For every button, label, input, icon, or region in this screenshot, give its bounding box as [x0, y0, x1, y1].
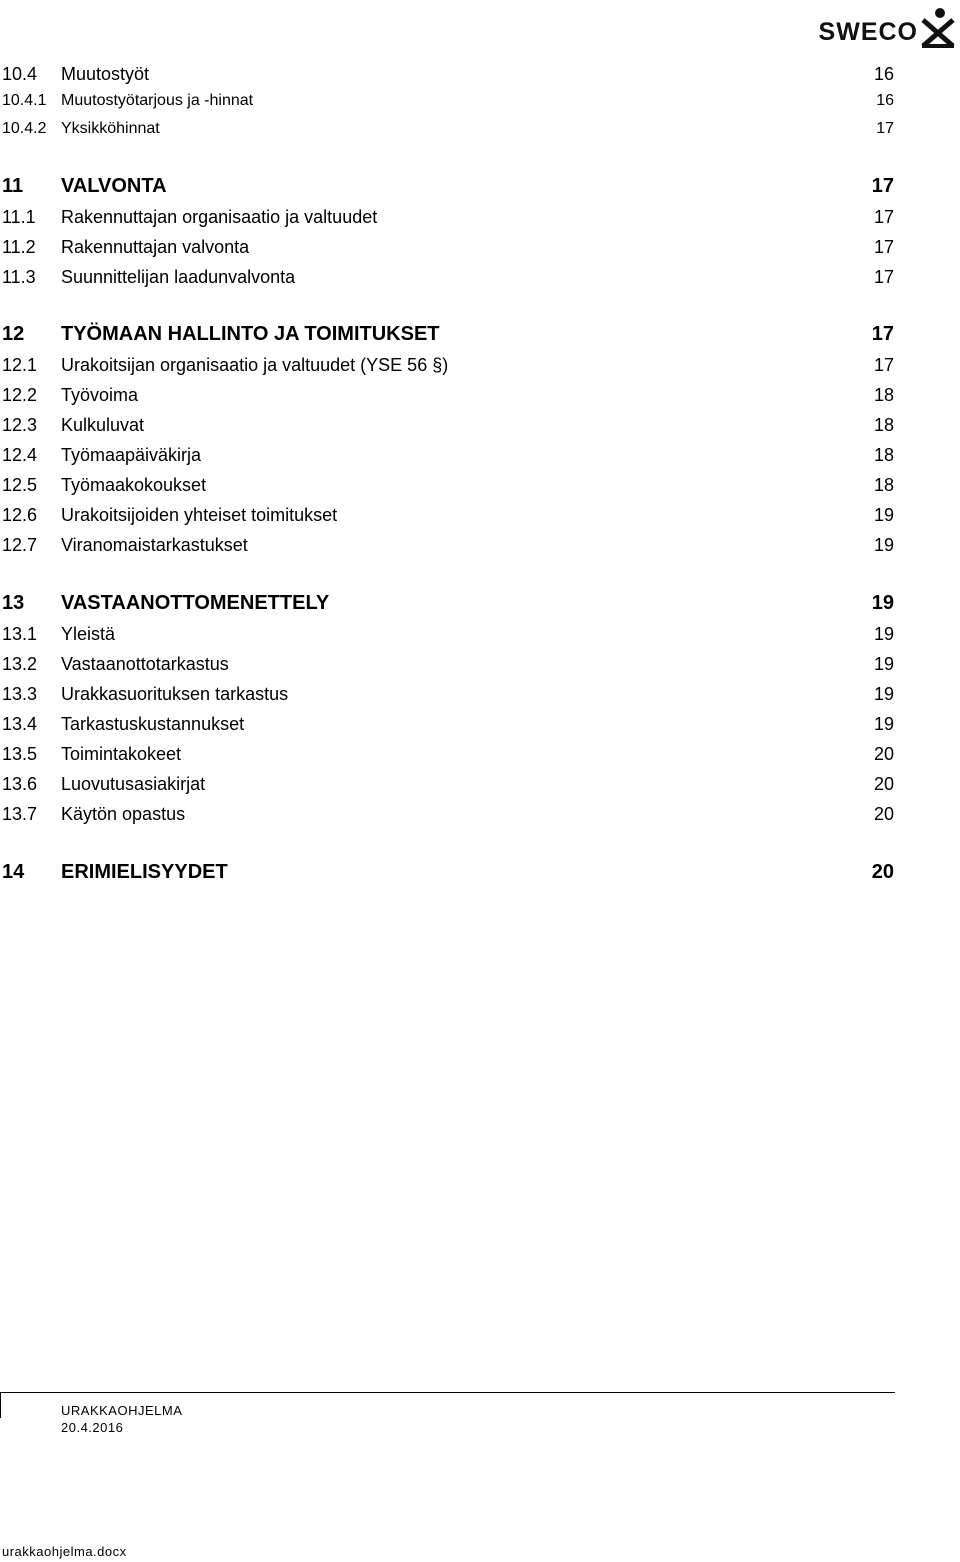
toc-entry: [0, 624, 960, 648]
toc-page: 18: [873, 445, 894, 465]
toc-title: Vastaanottotarkastus: [61, 654, 229, 674]
toc-entry: [0, 237, 960, 261]
toc-entry: [0, 120, 960, 144]
toc-num: 10.4.1: [2, 92, 47, 109]
toc-title: Yksikköhinnat: [61, 120, 160, 137]
toc-entry: [0, 355, 960, 379]
toc-entry: [0, 714, 960, 738]
toc-num: 13.2: [2, 654, 38, 674]
toc-entry: [0, 592, 960, 616]
toc-title: Luovutusasiakirjat: [61, 774, 206, 794]
toc-num: 13.3: [2, 684, 38, 704]
toc-page: 20: [873, 804, 894, 824]
toc-title: Työmaapäiväkirja: [61, 445, 202, 465]
toc-page: 18: [873, 415, 894, 435]
toc-title: Rakennuttajan organisaatio ja valtuudet: [61, 207, 378, 227]
toc-title: Urakkasuorituksen tarkastus: [61, 684, 289, 704]
footer-date: 20.4.2016: [61, 1420, 124, 1435]
toc-title: Tarkastuskustannukset: [61, 714, 245, 734]
toc-num: 12.2: [2, 385, 38, 405]
toc-entry: [0, 475, 960, 499]
toc-title: Toimintakokeet: [61, 744, 182, 764]
toc-entry: [0, 385, 960, 409]
footer-divider: [0, 1392, 895, 1393]
toc-title: Käytön opastus: [61, 804, 186, 824]
toc-page: 17: [873, 355, 894, 375]
toc-page: 19: [873, 684, 894, 704]
toc-page: 20: [871, 861, 894, 883]
toc-num: 13.7: [2, 804, 38, 824]
toc-title: Kulkuluvat: [61, 415, 145, 435]
toc-num: 11.2: [2, 237, 36, 257]
toc-num: 12.7: [2, 535, 38, 555]
toc-num: 13.4: [2, 714, 38, 734]
sweco-logo: [819, 6, 956, 48]
toc-num: 11.1: [2, 207, 36, 227]
toc-title: ERIMIELISYYDET: [61, 861, 228, 883]
toc-num: 12.6: [2, 505, 38, 525]
toc-num: 13.5: [2, 744, 38, 764]
toc-page: 16: [873, 64, 894, 84]
toc-num: 11: [2, 175, 24, 197]
toc-title: Muutostyötarjous ja -hinnat: [61, 92, 254, 109]
toc-num: 12: [2, 323, 25, 345]
toc-entry: [0, 684, 960, 708]
toc-entry: [0, 804, 960, 828]
toc-entry: [0, 654, 960, 678]
toc-title: Urakoitsijoiden yhteiset toimitukset: [61, 505, 338, 525]
toc-title: Viranomaistarkastukset: [61, 535, 248, 555]
toc-num: 13: [2, 592, 25, 614]
toc-num: 12.5: [2, 475, 38, 495]
toc-page: 17: [871, 323, 894, 345]
toc-page: 17: [873, 207, 894, 227]
toc-title: VALVONTA: [61, 175, 167, 197]
toc-page: 19: [871, 592, 894, 614]
toc-entry: [0, 744, 960, 768]
footer-doc-title: URAKKAOHJELMA: [61, 1403, 183, 1418]
toc-title: Suunnittelijan laadunvalvonta: [61, 267, 296, 287]
toc-entry: [0, 92, 960, 116]
toc-num: 14: [2, 861, 25, 883]
toc-title: Muutostyöt: [61, 64, 150, 84]
toc-page: 19: [873, 624, 894, 644]
toc-page: 19: [873, 535, 894, 555]
footer-divider-left: [0, 1392, 1, 1418]
toc-page: 20: [873, 774, 894, 794]
toc-entry: [0, 415, 960, 439]
toc-entry: [0, 774, 960, 798]
toc-page: 18: [873, 385, 894, 405]
toc-page: 17: [871, 175, 894, 197]
toc-title: Yleistä: [61, 624, 116, 644]
toc-num: 10.4.2: [2, 120, 47, 137]
toc-entry: [0, 445, 960, 469]
toc-title: Rakennuttajan valvonta: [61, 237, 250, 257]
toc-num: 13.1: [2, 624, 38, 644]
toc-title: Työvoima: [61, 385, 139, 405]
toc-page: 17: [876, 120, 894, 137]
toc-page: 19: [873, 654, 894, 674]
toc-entry: [0, 175, 960, 199]
toc-entry: [0, 323, 960, 347]
toc-num: 12.1: [2, 355, 38, 375]
toc-num: 11.3: [2, 267, 36, 287]
toc-page: 19: [873, 505, 894, 525]
toc-num: 13.6: [2, 774, 38, 794]
footer-filename: urakkaohjelma.docx: [2, 1544, 127, 1559]
toc-page: 19: [873, 714, 894, 734]
toc-entry: [0, 861, 960, 885]
toc-page: 20: [873, 744, 894, 764]
sweco-figure-icon: [920, 6, 956, 48]
toc-num: 10.4: [2, 64, 38, 84]
toc-num: 12.3: [2, 415, 38, 435]
toc-page: 17: [873, 267, 894, 287]
toc-entry: [0, 207, 960, 231]
toc-entry: [0, 505, 960, 529]
toc-title: TYÖMAAN HALLINTO JA TOIMITUKSET: [61, 323, 440, 345]
logo-wordmark: SWECO: [818, 18, 918, 46]
toc-entry: [0, 267, 960, 291]
toc-entry: [0, 535, 960, 559]
toc-entry: [0, 64, 960, 88]
toc-title: VASTAANOTTOMENETTELY: [61, 592, 330, 614]
toc-page: 18: [873, 475, 894, 495]
toc-title: Työmaakokoukset: [61, 475, 207, 495]
toc-title: Urakoitsijan organisaatio ja valtuudet (YSE 56 §): [61, 355, 449, 375]
toc-num: 12.4: [2, 445, 38, 465]
toc-page: 17: [873, 237, 894, 257]
toc-page: 16: [876, 92, 894, 109]
